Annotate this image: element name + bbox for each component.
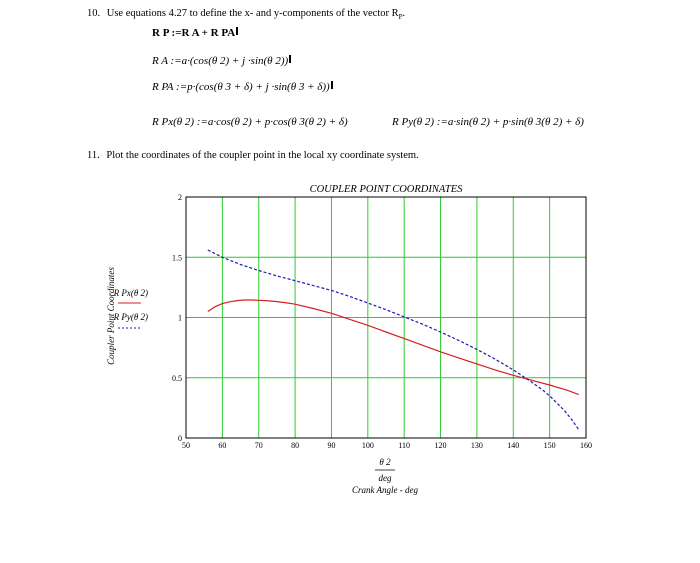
equation-rpa-text: R PA :=p·(cos(θ 3 + δ) + j ·sin(θ 3 + δ))	[152, 81, 330, 93]
step-10-end: .	[402, 8, 406, 19]
legend-label-rpy: R Py(θ 2)	[113, 312, 148, 322]
step-11-number: 11.	[87, 150, 100, 161]
y-tick-label: 1.5	[172, 253, 182, 263]
step-10-text: Use equations 4.27 to define the x- and y-components of the vector R	[106, 8, 399, 19]
equation-rpx-text: R Px(θ 2) :=a·cos(θ 2) + p·cos(θ 3(θ 2) + δ)	[152, 116, 348, 128]
y-tick-label: 0	[178, 434, 182, 443]
equation-rp-text: R P :=R A + R PA	[152, 27, 236, 39]
equation-rpy-text: R Py(θ 2) :=a·sin(θ 2) + p·sin(θ 3(θ 2) + δ)	[392, 116, 584, 128]
x-tick-label: 130	[470, 441, 483, 450]
x-axis-label: Crank Angle - deg	[351, 485, 419, 495]
series-line-rpx	[208, 300, 579, 395]
step-10-number: 10.	[87, 8, 101, 19]
x-tick-label: 90	[327, 441, 336, 450]
legend-label-rpx: R Px(θ 2)	[113, 288, 148, 298]
y-tick-label: 0.5	[172, 373, 182, 383]
equation-ra-text: R A :=a·(cos(θ 2) + j ·sin(θ 2))	[152, 55, 289, 67]
x-tick-label: 60	[218, 441, 227, 450]
chart-ticks	[172, 193, 592, 450]
x-tick-label: 70	[254, 441, 263, 450]
step-11-text: Plot the coordinates of the coupler point in the local xy coordinate system.	[106, 150, 419, 161]
series-line-rpy	[208, 250, 579, 430]
x-tick-label: 110	[398, 441, 411, 450]
x-tick-label: 150	[543, 441, 556, 450]
x-axis-unit: deg	[378, 473, 392, 483]
y-tick-label: 1	[178, 313, 182, 323]
step-10-sub: P	[398, 13, 403, 22]
x-tick-label: 160	[580, 441, 592, 450]
x-axis-expr: θ 2	[379, 457, 391, 467]
y-tick-label: 2	[178, 193, 182, 202]
x-tick-label: 80	[291, 441, 300, 450]
x-tick-label: 120	[434, 441, 447, 450]
chart-grid	[186, 197, 586, 438]
chart-title: COUPLER POINT COORDINATES	[309, 184, 463, 195]
x-tick-label: 50	[182, 441, 190, 450]
y-axis-label: Coupler Point Coordinates	[106, 267, 116, 365]
x-tick-label: 100	[361, 441, 374, 450]
chart-series	[208, 250, 579, 430]
x-tick-label: 140	[507, 441, 520, 450]
